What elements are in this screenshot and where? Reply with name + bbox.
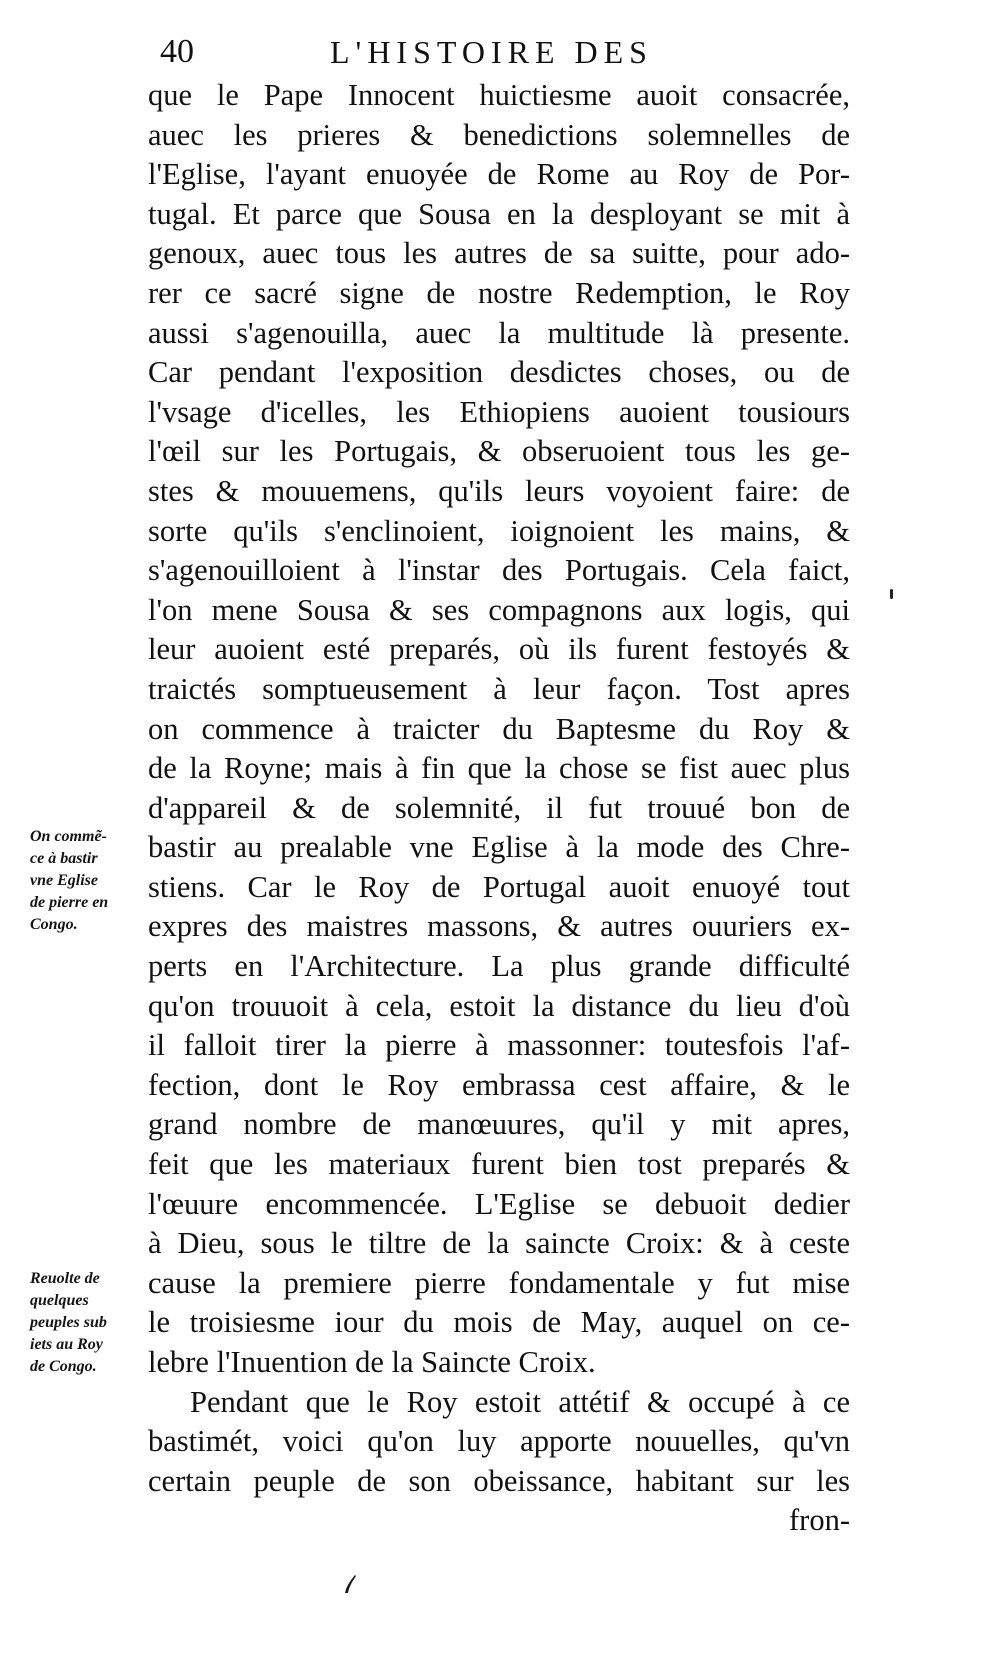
text-line: s'agenouilloient à l'instar des Portugais. Cela faict, [148,553,850,588]
margin-note-line: On commẽ- [30,828,107,845]
body-text [148,76,850,1541]
text-line: lebre l'Inuention de la Saincte Croix. [148,1345,596,1379]
text-line: leur auoient esté preparés, où ils furent festoyés & [148,632,850,667]
text-line: Car pendant l'exposition desdictes choses, ou de [148,355,850,390]
text-line: le troisiesme iour du mois de May, auquel on ce- [148,1305,850,1340]
text-line: cause la premiere pierre fondamentale y fut mise [148,1265,850,1300]
text-line: Pendant que le Roy estoit attétif & occupé à ce [190,1384,850,1419]
text-line: bastir au prealable vne Eglise à la mode des Chre- [148,830,850,865]
ink-speck-icon [890,589,893,599]
margin-note-revolt [30,1268,148,1378]
signature-mark-icon [342,1573,358,1595]
margin-note-line: ce à bastir [30,850,98,867]
text-line: stes & mouuemens, qu'ils leurs voyoient faire: de [148,473,850,508]
text-line: stiens. Car le Roy de Portugal auoit enuoyé tout [148,869,850,904]
text-line: que le Pape Innocent huictiesme auoit consacrée, [148,78,850,112]
running-head [160,30,740,74]
text-line: genoux, auec tous les autres de sa suitte, pour ado- [148,236,850,271]
text-line: bastimét, voici qu'on luy apporte nouuelles, qu'vn [148,1424,850,1459]
text-line: l'Eglise, l'ayant enuoyée de Rome au Roy de Por- [148,157,850,192]
text-line: grand nombre de manœuures, qu'il y mit apres, [148,1107,850,1142]
margin-note-line: vne Eglise [30,872,98,889]
text-line: auec les prieres & benedictions solemnelles de [148,117,850,152]
text-line: l'vsage d'icelles, les Ethiopiens auoient tousiours [148,394,850,429]
text-line: à Dieu, sous le tiltre de la saincte Croix: & à ceste [148,1226,850,1261]
text-line: l'œil sur les Portugais, & obseruoient tous les ge- [148,434,850,469]
text-line: certain peuple de son obeissance, habitant sur les [148,1463,850,1498]
running-title: L'HISTOIRE DES [330,34,653,70]
margin-note-line: Reuolte de [30,1270,100,1287]
text-line: sorte qu'ils s'enclinoient, ioignoient les mains, & [148,513,850,548]
text-line: feit que les materiaux furent bien tost preparés & [148,1147,850,1182]
text-line: tugal. Et parce que Sousa en la desployant se mit à [148,196,850,231]
text-line: l'œuure encommencée. L'Eglise se debuoit dedier [148,1186,850,1221]
margin-note-line: iets au Roy [30,1336,103,1353]
text-line: d'appareil & de solemnité, il fut trouué bon de [148,790,850,825]
margin-note-line: peuples sub [30,1314,107,1331]
text-line: aussi s'agenouilla, auec la multitude là presente. [148,315,850,350]
text-line: il falloit tirer la pierre à massonner: toutesfois l'af- [148,1028,850,1063]
margin-note-line: quelques [30,1292,89,1309]
margin-note-line: de pierre en [30,894,109,911]
text-line: fection, dont le Roy embrassa cest affaire, & le [148,1067,850,1102]
margin-note-church [30,826,148,936]
page-number: 40 [160,33,194,70]
text-line: traictés somptueusement à leur façon. Tost apres [148,671,850,706]
text-line: qu'on trouuoit à cela, estoit la distance du lieu d'où [148,988,850,1023]
margin-note-line: Congo. [30,916,78,933]
text-line: de la Royne; mais à fin que la chose se fist auec plus [148,751,850,786]
text-line: expres des maistres massons, & autres ouuriers ex- [148,909,850,944]
text-line: l'on mene Sousa & ses compagnons aux logis, qui [148,592,850,627]
catchword: fron- [789,1503,850,1538]
margin-note-line: de Congo. [30,1358,97,1375]
text-line: perts en l'Architecture. La plus grande difficulté [148,949,850,984]
text-line: rer ce sacré signe de nostre Redemption, le Roy [148,275,850,310]
text-line: on commence à traicter du Baptesme du Roy & [148,711,850,746]
